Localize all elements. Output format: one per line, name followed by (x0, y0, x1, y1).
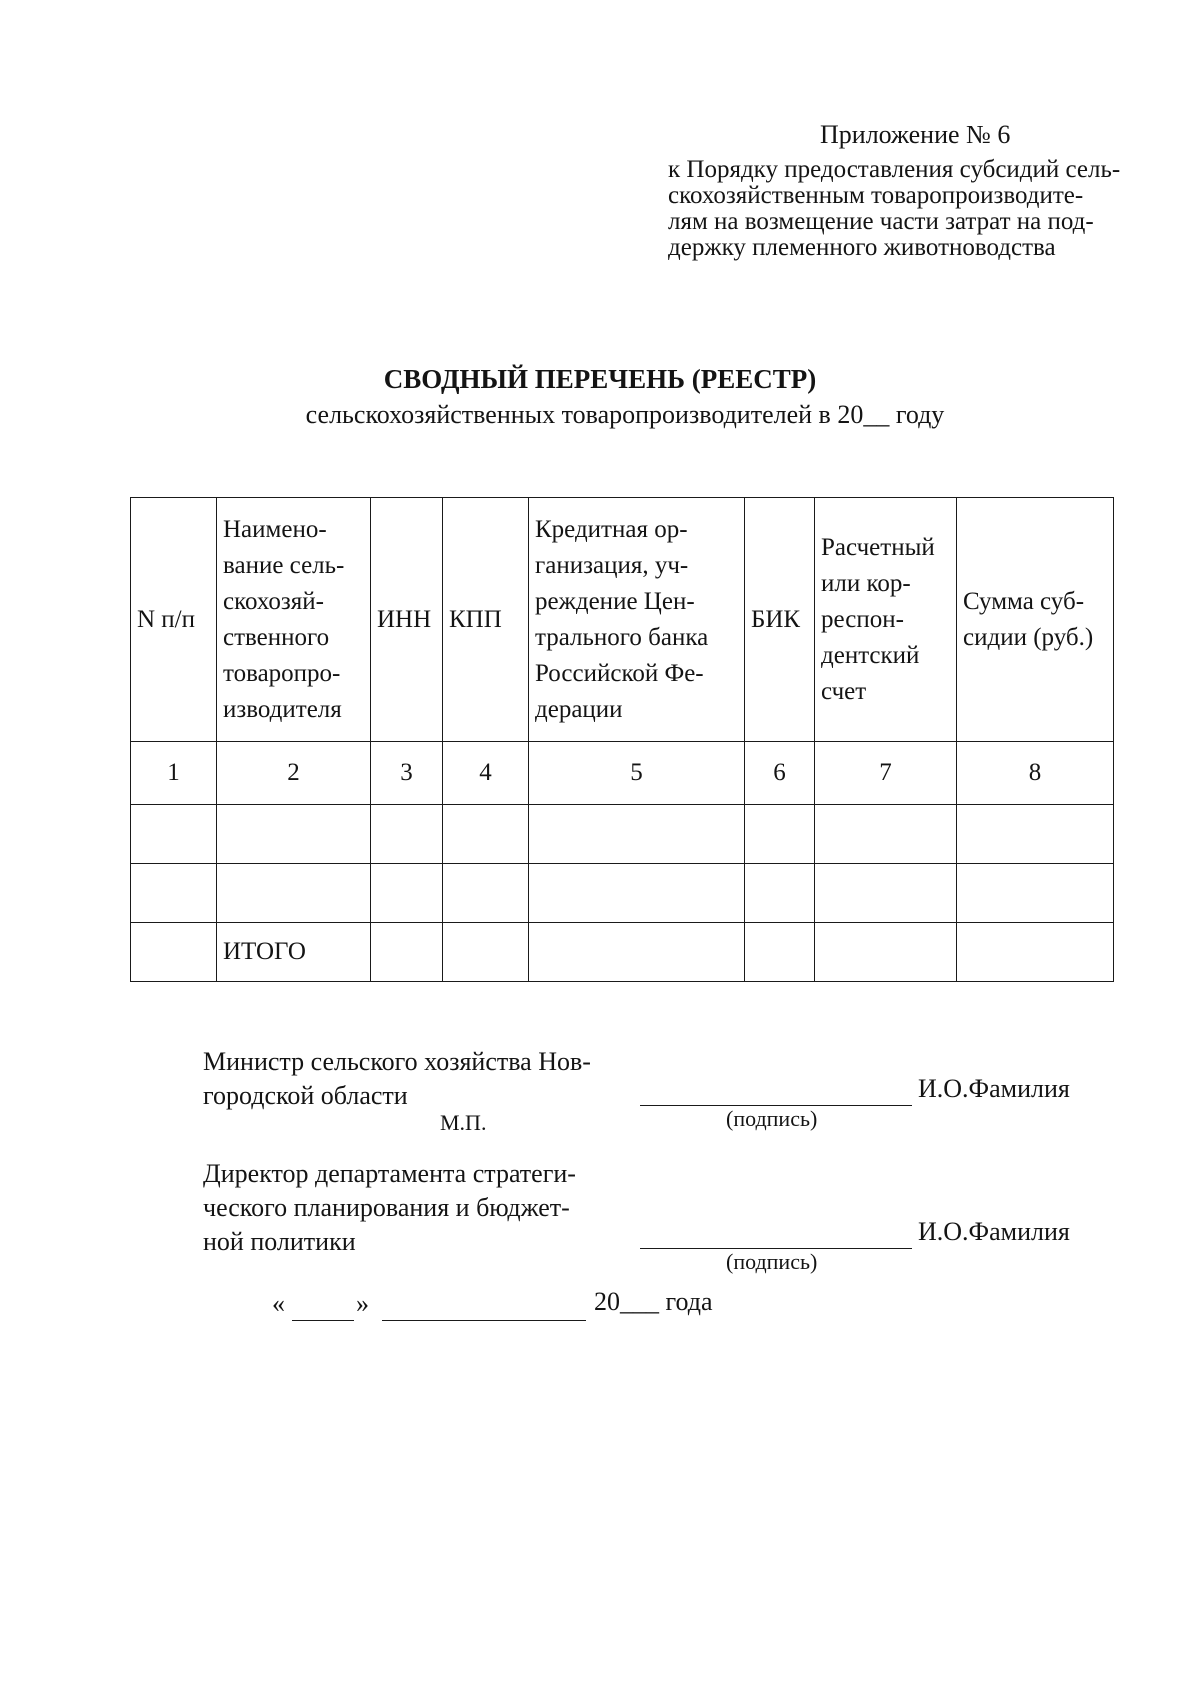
table-cell (529, 864, 745, 923)
date-close-quote: » (356, 1289, 369, 1318)
table-cell (443, 805, 529, 864)
stamp-label: М.П. (440, 1110, 487, 1135)
table-header-row (131, 498, 1114, 742)
header-cell-credit-org: Кредитная ор- ганизация, уч- реждение Цен- трального банка Российской Фе- дерации (529, 498, 745, 742)
header-cell-number: N п/п (131, 498, 217, 742)
date-month-line (382, 1320, 586, 1321)
column-number: 4 (443, 742, 529, 805)
table-cell (815, 805, 957, 864)
appendix-line: скохозяйственным товаропроизводите- (668, 182, 1084, 209)
table-cell (815, 864, 957, 923)
table-cell (745, 864, 815, 923)
director-title-line: ной политики (203, 1227, 356, 1256)
table-cell (745, 923, 815, 982)
director-title (203, 1157, 576, 1259)
appendix-line: держку племенного животноводства (668, 234, 1056, 261)
table-number-row (131, 742, 1114, 805)
column-number: 7 (815, 742, 957, 805)
minister-title (203, 1045, 591, 1113)
table-cell (131, 923, 217, 982)
table-row (131, 805, 1114, 864)
name-placeholder: И.О.Фамилия (918, 1074, 1070, 1103)
table-cell (745, 805, 815, 864)
header-cell-bik: БИК (745, 498, 815, 742)
header-cell-name: Наимено- вание сель- скохозяй- ственного товаропро- изводителя (217, 498, 371, 742)
signature-caption: (подпись) (726, 1106, 818, 1131)
table-cell (957, 805, 1114, 864)
name-placeholder: И.О.Фамилия (918, 1217, 1070, 1246)
column-number: 2 (217, 742, 371, 805)
table-cell (957, 923, 1114, 982)
table-cell (371, 864, 443, 923)
director-title-line: ческого планирования и бюджет- (203, 1193, 570, 1222)
date-day-line (292, 1320, 354, 1321)
document-subtitle: сельскохозяйственных товаропроизводителей в 20__ году (305, 400, 945, 429)
header-cell-inn: ИНН (371, 498, 443, 742)
document-title: СВОДНЫЙ ПЕРЕЧЕНЬ (РЕЕСТР) (383, 364, 817, 394)
table-cell (815, 923, 957, 982)
appendix-line: к Порядку предоставления субсидий сель- (668, 156, 1121, 183)
date-open-quote: « (272, 1289, 285, 1318)
appendix-title: Приложение № 6 (820, 120, 1011, 149)
table-cell (529, 923, 745, 982)
column-number: 5 (529, 742, 745, 805)
date-year: 20___ года (594, 1287, 713, 1316)
header-cell-account: Расчетный или кор- респон- дентский счет (815, 498, 957, 742)
registry-table (130, 497, 1114, 982)
header-cell-kpp: КПП (443, 498, 529, 742)
table-cell (957, 864, 1114, 923)
table-row (131, 864, 1114, 923)
appendix-line: лям на возмещение части затрат на под- (668, 208, 1094, 235)
signature-caption: (подпись) (726, 1249, 818, 1274)
column-number: 1 (131, 742, 217, 805)
table-cell (131, 805, 217, 864)
minister-title-line: городской области (203, 1081, 408, 1110)
director-title-line: Директор департамента стратеги- (203, 1159, 576, 1188)
table-cell (131, 864, 217, 923)
column-number: 6 (745, 742, 815, 805)
minister-title-line: Министр сельского хозяйства Нов- (203, 1047, 591, 1076)
appendix-reference (668, 157, 1120, 261)
table-cell (443, 923, 529, 982)
table-cell (371, 923, 443, 982)
table-cell (217, 805, 371, 864)
header-cell-amount: Сумма суб- сидии (руб.) (957, 498, 1114, 742)
table-cell (371, 805, 443, 864)
table-cell (443, 864, 529, 923)
column-number: 8 (957, 742, 1114, 805)
table-cell (217, 864, 371, 923)
total-label: ИТОГО (217, 923, 371, 982)
table-cell (529, 805, 745, 864)
table-total-row (131, 923, 1114, 982)
column-number: 3 (371, 742, 443, 805)
